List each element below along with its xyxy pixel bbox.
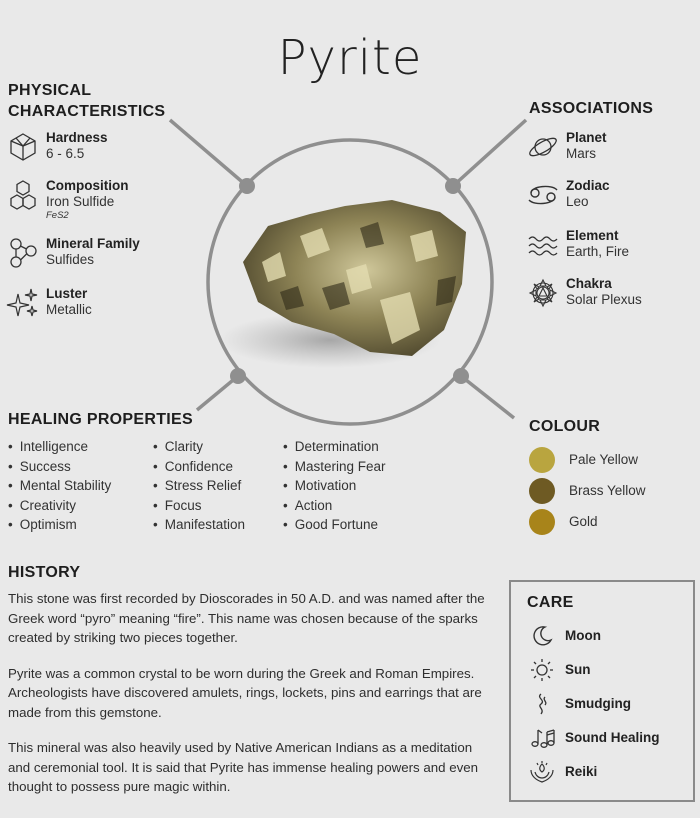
chakra-icon bbox=[526, 276, 560, 310]
list-item: • Clarity bbox=[153, 437, 245, 457]
care-panel bbox=[509, 580, 695, 802]
healing-list-col3 bbox=[283, 437, 386, 535]
list-item: • Determination bbox=[283, 437, 386, 457]
list-item: • Action bbox=[283, 496, 386, 516]
association-item-zodiac: Zodiac Leo bbox=[526, 178, 642, 228]
colour-swatch bbox=[529, 478, 555, 504]
list-item: • Manifestation bbox=[153, 515, 245, 535]
care-item-reiki: Reiki bbox=[527, 755, 660, 789]
planet-icon bbox=[526, 130, 560, 164]
connector-dot bbox=[453, 368, 469, 384]
connector-top-left bbox=[170, 120, 247, 186]
sparkle-icon bbox=[6, 286, 40, 320]
physical-item-mineral-family: Mineral Family Sulfides bbox=[6, 236, 140, 286]
list-item: • Optimism bbox=[8, 515, 111, 535]
healing-list-col1 bbox=[8, 437, 111, 535]
list-item: • Intelligence bbox=[8, 437, 111, 457]
physical-list bbox=[6, 130, 140, 334]
associations-heading: ASSOCIATIONS bbox=[529, 100, 654, 117]
physical-item-hardness: Hardness 6 - 6.5 bbox=[6, 130, 140, 178]
colour-swatch bbox=[529, 509, 555, 535]
hexagon-molecule-icon bbox=[6, 178, 40, 212]
colour-item: Gold bbox=[529, 506, 646, 537]
connector-bottom-right bbox=[461, 376, 514, 418]
list-item: • Success bbox=[8, 457, 111, 477]
care-item-moon: Moon bbox=[527, 619, 660, 653]
history-paragraph: Pyrite was a common crystal to be worn during the Greek and Roman Empires. Archeologists have discovered amulets, rings, lockets, pins and earrings that are made from this gemstone. bbox=[8, 665, 482, 720]
zodiac-cancer-icon bbox=[526, 178, 560, 212]
connector-dot bbox=[230, 368, 246, 384]
colour-item: Pale Yellow bbox=[529, 444, 646, 475]
list-item: • Creativity bbox=[8, 496, 111, 516]
history-text bbox=[8, 589, 490, 813]
association-item-element: Element Earth, Fire bbox=[526, 228, 642, 276]
care-item-sound-healing: Sound Healing bbox=[527, 721, 660, 755]
colour-swatch bbox=[529, 447, 555, 473]
colour-heading: COLOUR bbox=[529, 418, 601, 435]
crystal-icon bbox=[6, 130, 40, 164]
smoke-icon bbox=[527, 692, 557, 716]
history-heading: HISTORY bbox=[8, 564, 81, 581]
connector-dot bbox=[239, 178, 255, 194]
association-item-planet: Planet Mars bbox=[526, 130, 642, 178]
connector-top-right bbox=[453, 120, 526, 186]
molecule-icon bbox=[6, 236, 40, 270]
colour-list bbox=[529, 444, 646, 537]
list-item: • Motivation bbox=[283, 476, 386, 496]
list-item: • Mastering Fear bbox=[283, 457, 386, 477]
music-note-icon bbox=[527, 726, 557, 750]
association-item-chakra: Chakra Solar Plexus bbox=[526, 276, 642, 324]
list-item: • Mental Stability bbox=[8, 476, 111, 496]
history-paragraph: This mineral was also heavily used by Native American Indians as a meditation and ceremonial tool. It is said that Pyrite has immense healing powers and even thought to possess pure magic within. bbox=[8, 740, 479, 794]
history-paragraph: This stone was first recorded by Dioscorades in 50 A.D. and was named after the Greek word “pyro” meaning “fire”. This name was chosen because of the sparks created by striking two pieces together. bbox=[8, 591, 485, 645]
care-list bbox=[527, 619, 660, 789]
physical-item-composition: Composition Iron Sulfide FeS2 bbox=[6, 178, 140, 236]
physical-heading: PHYSICAL CHARACTERISTICS bbox=[8, 82, 166, 120]
healing-heading: HEALING PROPERTIES bbox=[8, 411, 193, 428]
page-title: Pyrite bbox=[277, 30, 423, 86]
care-heading: CARE bbox=[527, 594, 574, 611]
care-item-sun: Sun bbox=[527, 653, 660, 687]
connector-dot bbox=[445, 178, 461, 194]
pyrite-stone-image bbox=[220, 200, 466, 368]
sun-icon bbox=[527, 658, 557, 682]
list-item: • Focus bbox=[153, 496, 245, 516]
moon-icon bbox=[527, 624, 557, 648]
waves-icon bbox=[526, 228, 560, 262]
list-item: • Stress Relief bbox=[153, 476, 245, 496]
healing-list-col2 bbox=[153, 437, 245, 535]
reiki-hands-icon bbox=[527, 760, 557, 784]
list-item: • Good Fortune bbox=[283, 515, 386, 535]
care-item-smudging: Smudging bbox=[527, 687, 660, 721]
associations-list bbox=[526, 130, 642, 324]
list-item: • Confidence bbox=[153, 457, 245, 477]
colour-item: Brass Yellow bbox=[529, 475, 646, 506]
physical-item-luster: Luster Metallic bbox=[6, 286, 140, 334]
